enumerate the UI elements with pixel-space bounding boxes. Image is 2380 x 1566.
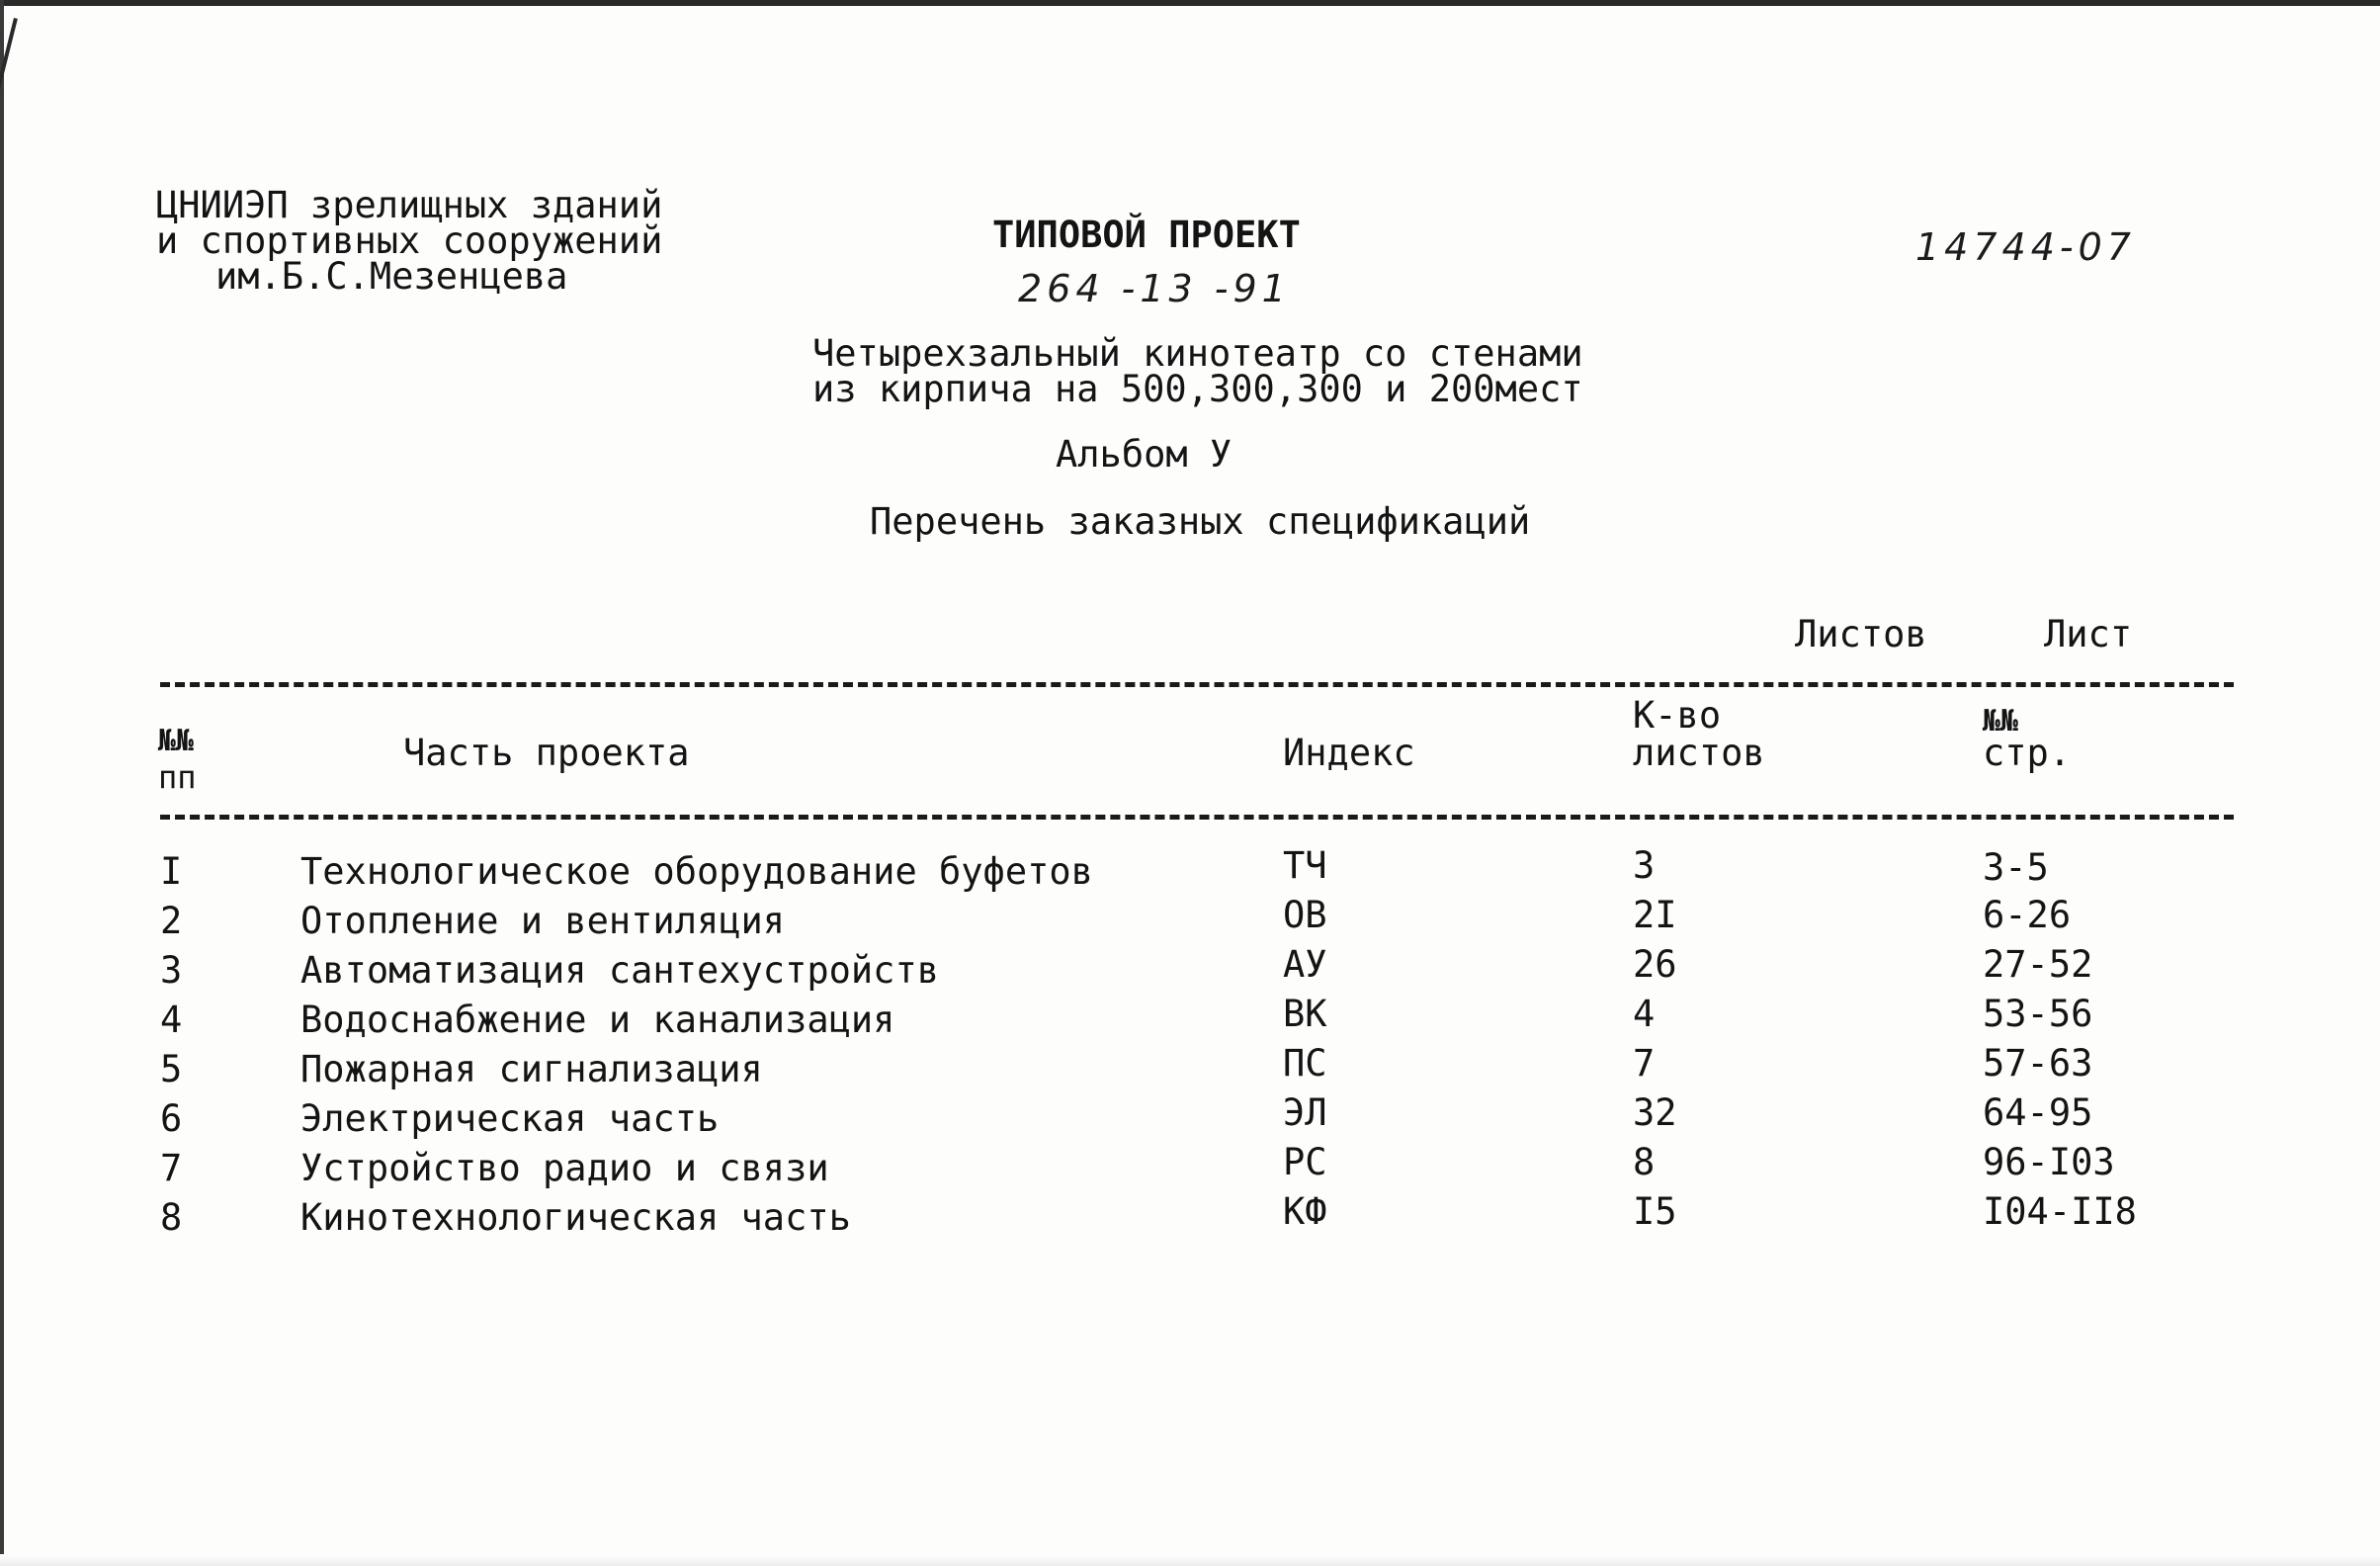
row-index: КФ — [1283, 1190, 1327, 1233]
description-line-2: из кирпича на 500,300,300 и 200мест — [812, 368, 1583, 410]
institution-line-3: им.Б.С.Мезенцева — [215, 255, 568, 298]
row-number: 2 — [160, 900, 183, 942]
list-title: Перечень заказных спецификаций — [870, 500, 1531, 543]
row-number: 6 — [160, 1097, 183, 1140]
row-pages: 96-I03 — [1983, 1141, 2115, 1183]
scan-bottom-edge — [0, 1554, 2380, 1566]
row-index: РС — [1283, 1141, 1327, 1183]
header-count-line-1: К-во — [1633, 694, 1722, 737]
row-sheet-count: 2I — [1633, 894, 1677, 936]
row-sheet-count: 4 — [1633, 993, 1656, 1035]
header-bottom-rule — [160, 815, 2234, 820]
row-pages: 57-63 — [1983, 1042, 2093, 1085]
row-pages: 6-26 — [1983, 894, 2072, 936]
row-number: 7 — [160, 1147, 183, 1189]
row-part: Электрическая часть — [300, 1097, 720, 1140]
header-page-line-2: стр. — [1983, 732, 2072, 774]
row-index: ВК — [1283, 993, 1327, 1035]
project-heading: ТИПОВОЙ ПРОЕКТ — [992, 214, 1301, 256]
header-page-line-1: №№ — [1983, 704, 2019, 739]
row-index: АУ — [1283, 943, 1327, 986]
institution-line-2: и спортивных сооружений — [156, 219, 663, 262]
inventory-number-handwritten: 14744-07 — [1915, 225, 2136, 269]
row-sheet-count: 3 — [1633, 844, 1656, 887]
header-count-line-2: листов — [1633, 732, 1765, 774]
row-part: Отопление и вентиляция — [300, 900, 786, 942]
row-sheet-count: 26 — [1633, 943, 1677, 986]
row-index: ТЧ — [1283, 844, 1327, 887]
row-number: 3 — [160, 949, 183, 992]
institution-line-1: ЦНИИЭП зрелищных зданий — [156, 184, 663, 226]
row-sheet-count: 8 — [1633, 1141, 1656, 1183]
row-number: 4 — [160, 999, 183, 1041]
description-line-1: Четырехзальный кинотеатр со стенами — [812, 332, 1583, 375]
header-index: Индекс — [1283, 732, 1415, 774]
row-part: Водоснабжение и канализация — [300, 999, 895, 1041]
row-sheet-count: 7 — [1633, 1042, 1656, 1085]
row-number: 8 — [160, 1196, 183, 1239]
row-sheet-count: 32 — [1633, 1091, 1677, 1134]
header-part: Часть проекта — [403, 732, 690, 774]
row-pages: 3-5 — [1983, 846, 2049, 889]
row-part: Устройство радио и связи — [300, 1147, 829, 1189]
row-part: Технологическое оборудование буфетов — [300, 850, 1093, 893]
project-number-handwritten: 264 -13 -91 — [1018, 267, 1291, 310]
row-part: Пожарная сигнализация — [300, 1048, 763, 1090]
header-num-line-2: пп — [158, 758, 197, 796]
row-number: I — [160, 850, 183, 893]
sheet-label: Лист — [2044, 613, 2133, 655]
scan-left-edge — [0, 0, 4, 1566]
row-part: Автоматизация сантехустройств — [300, 949, 940, 992]
row-index: ОВ — [1283, 894, 1327, 936]
row-number: 5 — [160, 1048, 183, 1090]
row-pages: 64-95 — [1983, 1091, 2093, 1134]
row-index: ПС — [1283, 1042, 1327, 1085]
header-top-rule — [160, 682, 2234, 687]
row-pages: I04-II8 — [1983, 1190, 2137, 1233]
row-pages: 27-52 — [1983, 943, 2093, 986]
sheets-label: Листов — [1795, 613, 1927, 655]
album-title: Альбом У — [1056, 433, 1232, 476]
row-pages: 53-56 — [1983, 993, 2093, 1035]
row-index: ЭЛ — [1283, 1091, 1327, 1134]
header-num-line-1: №№ — [158, 724, 195, 758]
row-sheet-count: I5 — [1633, 1190, 1677, 1233]
row-part: Кинотехнологическая часть — [300, 1196, 851, 1239]
scan-top-edge — [0, 0, 2380, 6]
